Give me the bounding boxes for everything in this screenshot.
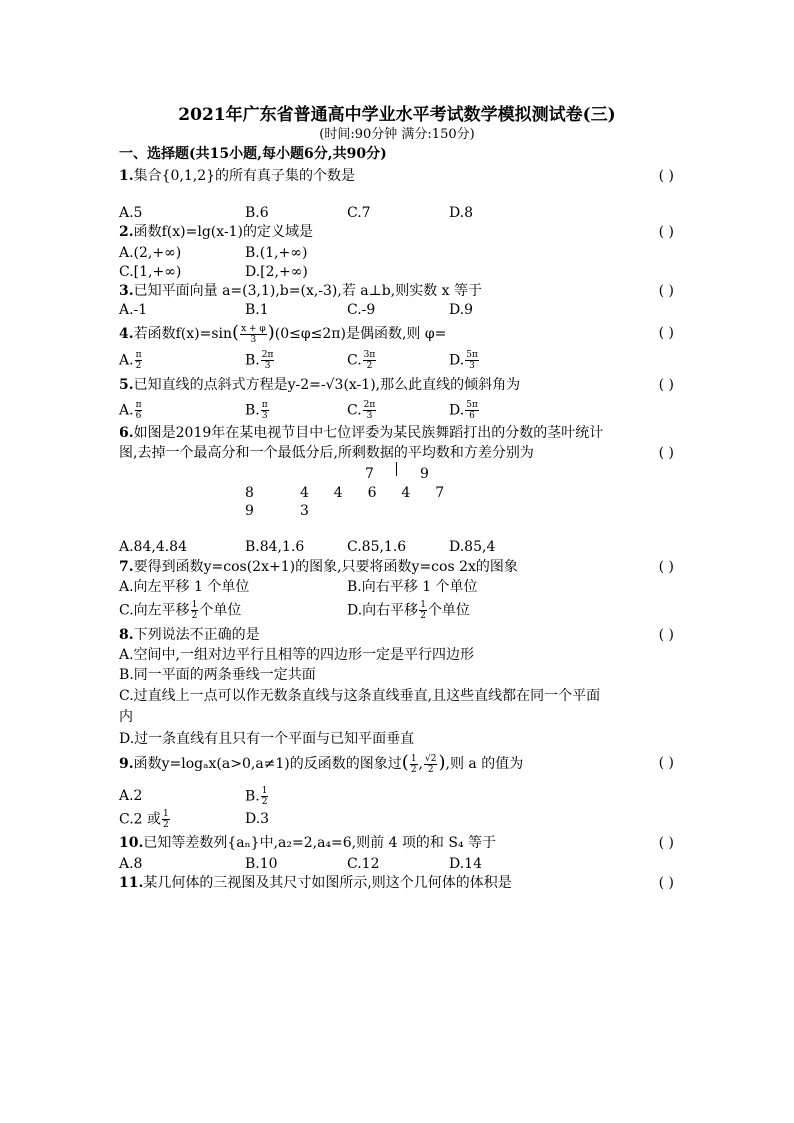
section-heading: 一、选择题(共15小题,每小题6分,共90分) bbox=[119, 146, 387, 162]
option-b: B. $\frac{2\pi}{3}$ bbox=[245, 350, 274, 371]
option-c: C.7 bbox=[347, 205, 371, 221]
answer-paren-3: ( ) bbox=[658, 283, 674, 299]
option-c-cont: 内 bbox=[119, 709, 133, 725]
stem-row1-right: 9 bbox=[420, 466, 429, 482]
option-b: B.6 bbox=[245, 205, 269, 221]
option-a: A.2 bbox=[119, 788, 143, 804]
option-c: C.2 或 $\frac{1}{2}$ bbox=[119, 809, 169, 830]
option-b: B.向右平移 1 个单位 bbox=[347, 579, 478, 595]
option-a: A.84,4.84 bbox=[119, 539, 187, 555]
option-c: C.85,1.6 bbox=[347, 539, 407, 555]
option-a: A.(2,+∞) bbox=[119, 245, 182, 261]
option-b: B.1 bbox=[245, 302, 269, 318]
question-2: 2.函数f(x)=lg(x-1)的定义域是 bbox=[119, 224, 314, 240]
option-c: C.向左平移 $\frac{1}{2}$ 个单位 bbox=[119, 600, 242, 621]
option-b: B. $\frac{\pi}{3}$ bbox=[245, 400, 268, 421]
option-c: C.[1,+∞) bbox=[119, 264, 182, 280]
option-b: B. $\frac{1}{2}$ bbox=[245, 786, 268, 807]
question-4: 4.若函数f(x)=sin( $\frac{x + \varphi}{3}$ )(0≤φ≤2π)是偶函数,则 φ= bbox=[119, 322, 447, 345]
answer-paren-10: ( ) bbox=[658, 835, 674, 851]
question-6-cont: 图,去掉一个最高分和一个最低分后,所剩数据的平均数和方差分别为 bbox=[119, 445, 534, 461]
option-d: D.过一条直线有且只有一个平面与已知平面垂直 bbox=[119, 731, 415, 747]
option-b: B.(1,+∞) bbox=[245, 245, 308, 261]
option-b: B.84,1.6 bbox=[245, 539, 305, 555]
option-d: D.8 bbox=[449, 205, 474, 221]
option-a: A.空间中,一组对边平行且相等的四边形一定是平行四边形 bbox=[119, 647, 475, 663]
stem-row2-stem: 8 bbox=[245, 485, 254, 501]
question-3: 3.已知平面向量 a=(3,1),b=(x,-3),若 a⊥b,则实数 x 等于 bbox=[119, 283, 483, 299]
option-a: A.8 bbox=[119, 856, 143, 872]
question-1: 1.集合{0,1,2}的所有真子集的个数是 bbox=[119, 168, 356, 184]
option-d: D.9 bbox=[449, 302, 474, 318]
fraction: $\frac{x + \varphi}{3}$ bbox=[241, 323, 266, 345]
exam-title: 2021年广东省普通高中学业水平考试数学模拟测试卷(三) bbox=[178, 105, 616, 125]
question-5: 5.已知直线的点斜式方程是y-2=-√3(x-1),那么此直线的倾斜角为 bbox=[119, 377, 521, 393]
option-a: A. $\frac{\pi}{6}$ bbox=[119, 400, 142, 421]
option-b: B.10 bbox=[245, 856, 278, 872]
option-a: A.5 bbox=[119, 205, 143, 221]
question-9: 9.函数y=logₐx(a>0,a≠1)的反函数的图象过( $\frac{1}{2}$ , $\frac{√2}{2}$ ),则 a 的值为 bbox=[119, 752, 524, 775]
stem-row2-leaves: 4 4 6 4 7 bbox=[300, 485, 445, 501]
option-d: D. $\frac{5\pi}{6}$ bbox=[449, 400, 478, 421]
option-c: C.过直线上一点可以作无数条直线与这条直线垂直,且这些直线都在同一个平面 bbox=[119, 688, 601, 704]
exam-subtitle: (时间:90分钟 满分:150分) bbox=[319, 127, 475, 142]
answer-paren-9: ( ) bbox=[658, 755, 674, 771]
question-11: 11.某几何体的三视图及其尺寸如图所示,则这个几何体的体积是 bbox=[119, 875, 512, 891]
answer-paren-7: ( ) bbox=[658, 559, 674, 575]
option-a: A. $\frac{\pi}{2}$ bbox=[119, 350, 142, 371]
answer-paren-1: ( ) bbox=[658, 168, 674, 184]
question-10: 10.已知等差数列{aₙ}中,a₂=2,a₄=6,则前 4 项的和 S₄ 等于 bbox=[119, 835, 497, 851]
option-c: C.-9 bbox=[347, 302, 376, 318]
option-d: D.[2,+∞) bbox=[245, 264, 308, 280]
option-d: D.85,4 bbox=[449, 539, 496, 555]
stem-row3-leaves: 3 bbox=[300, 503, 309, 519]
question-7: 7.要得到函数y=cos(2x+1)的图象,只要将函数y=cos 2x的图象 bbox=[119, 559, 518, 575]
option-d: D. $\frac{5\pi}{3}$ bbox=[449, 350, 478, 371]
option-c: C. $\frac{2\pi}{3}$ bbox=[347, 400, 376, 421]
option-c: C. $\frac{3\pi}{2}$ bbox=[347, 350, 376, 371]
answer-paren-2: ( ) bbox=[658, 224, 674, 240]
answer-paren-6: ( ) bbox=[658, 445, 674, 461]
stem-row3-stem: 9 bbox=[245, 503, 254, 519]
option-d: D.向右平移 $\frac{1}{2}$ 个单位 bbox=[347, 600, 470, 621]
option-c: C.12 bbox=[347, 856, 380, 872]
stem-divider bbox=[396, 462, 397, 476]
option-b: B.同一平面的两条垂线一定共面 bbox=[119, 667, 316, 683]
option-d: D.3 bbox=[245, 811, 270, 827]
question-8: 8.下列说法不正确的是 bbox=[119, 627, 260, 643]
answer-paren-11: ( ) bbox=[658, 875, 674, 891]
option-a: A.-1 bbox=[119, 302, 148, 318]
answer-paren-5: ( ) bbox=[658, 377, 674, 393]
stem-row1-left: 7 bbox=[365, 466, 374, 482]
answer-paren-8: ( ) bbox=[658, 627, 674, 643]
option-d: D.14 bbox=[449, 856, 482, 872]
option-a: A.向左平移 1 个单位 bbox=[119, 579, 250, 595]
answer-paren-4: ( ) bbox=[658, 325, 674, 341]
question-6: 6.如图是2019年在某电视节目中七位评委为某民族舞蹈打出的分数的茎叶统计 bbox=[119, 425, 604, 441]
